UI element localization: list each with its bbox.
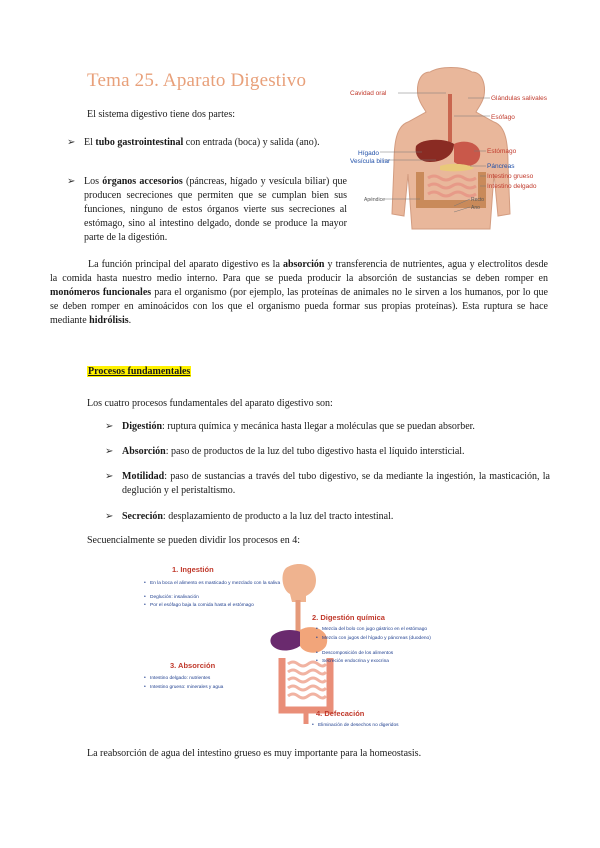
- digestive-processes-figure: [140, 560, 465, 730]
- arrow-bullet-icon: ➢: [67, 137, 76, 148]
- arrow-bullet-icon: ➢: [67, 176, 76, 187]
- step-bullet-dot: •: [316, 650, 318, 656]
- small-intestine-shape: [288, 662, 326, 698]
- arrow-bullet-icon: ➢: [105, 421, 114, 432]
- step-absorcion-item: Intestino grueso: minerales y agua: [150, 685, 224, 690]
- step-absorcion-item: Intestino delgado: nutrientes: [150, 676, 211, 681]
- label-higado: Hígado: [358, 150, 379, 157]
- step-ingestion-title: 1. Ingestión: [172, 565, 214, 574]
- step-digestion-item: Mezcla del bolo con jugo gástrico en el estómago: [322, 627, 428, 632]
- arrow-bullet-icon: ➢: [105, 511, 114, 522]
- bold-hidrolisis: hidrólisis: [89, 315, 129, 326]
- step-digestion-title: 2. Digestión química: [312, 613, 385, 622]
- label-intestino-grueso: Intestino grueso: [487, 173, 534, 180]
- step-bullet-dot: •: [144, 580, 146, 586]
- sequence-intro: Secuencialmente se pueden dividir los procesos en 4:: [87, 535, 300, 546]
- process-desc: : paso de productos de la luz del tubo digestivo hasta el líquido intersticial.: [165, 446, 465, 457]
- process-term: Secreción: [122, 511, 163, 522]
- arrow-bullet-icon: ➢: [105, 471, 114, 482]
- process-item-secrecion: [105, 510, 550, 524]
- step-digestion-item: Descomposición de los alimentos: [322, 651, 394, 656]
- digestive-system-anatomy-figure: [350, 64, 550, 234]
- bold-monomeros: monómeros funcionales: [50, 287, 152, 298]
- process-item-digestion: [105, 420, 550, 434]
- label-recto: Recto: [471, 197, 485, 203]
- step-digestion-item: Mezcla con jugos del hígado y páncreas (duodeno): [322, 636, 431, 641]
- step-ingestion-item: En la boca el alimento es masticado y mezclado con la saliva: [150, 581, 281, 586]
- step-bullet-dot: •: [312, 722, 314, 728]
- bullet-bold-term: tubo gastrointestinal: [95, 137, 184, 148]
- process-item-absorcion: [105, 445, 550, 459]
- section-heading: Procesos fundamentales: [88, 366, 191, 377]
- bullet-tubo: [67, 136, 347, 150]
- label-glandulas-salivales: Glándulas salivales: [491, 95, 548, 102]
- step-bullet-dot: •: [144, 602, 146, 608]
- process-term: Digestión: [122, 421, 162, 432]
- bullet-organos: [67, 175, 347, 245]
- label-cavidad-oral: Cavidad oral: [350, 90, 387, 97]
- step-defecacion-item: Eliminación de desechos no digeridos: [318, 723, 399, 728]
- step-bullet-dot: •: [316, 635, 318, 641]
- process-item-motilidad: [105, 470, 550, 498]
- label-apendice: Apéndice: [364, 197, 385, 203]
- head-shape: [283, 564, 316, 602]
- step-bullet-dot: •: [316, 626, 318, 632]
- label-vesicula-biliar: Vesícula biliar: [350, 158, 391, 165]
- closing-text: La reabsorción de agua del intestino grueso es muy importante para la homeostasis.: [87, 748, 422, 759]
- label-estomago: Estómago: [487, 148, 517, 155]
- step-defecacion-title: 4. Defecación: [316, 709, 365, 718]
- arrow-bullet-icon: ➢: [105, 446, 114, 457]
- processes-lead: Los cuatro procesos fundamentales del aparato digestivo son:: [87, 398, 333, 409]
- process-desc: : ruptura química y mecánica hasta llegar a moléculas que se puedan absorber.: [162, 421, 475, 432]
- intro-text: El sistema digestivo tiene dos partes:: [87, 109, 236, 120]
- step-absorcion-title: 3. Absorción: [170, 661, 216, 670]
- label-ano: Ano: [471, 205, 480, 211]
- page-title: Tema 25. Aparato Digestivo: [87, 70, 307, 91]
- bold-absorcion: absorción: [282, 259, 325, 270]
- bullet-bold-term: órganos accesorios: [102, 176, 183, 187]
- label-intestino-delgado: Intestino delgado: [487, 183, 537, 190]
- step-bullet-dot: •: [144, 675, 146, 681]
- process-desc: : desplazamiento de producto a la luz del tracto intestinal.: [162, 511, 394, 522]
- main-paragraph: La función principal del aparato digestivo es la absorción y transferencia de nutrientes, agua y electrolitos desde la comida hasta nuestro medio interno. Para que se pueda producir la absorción de sustancias se deben romper en monómeros funcionales para el organismo (por ejemplo, las proteínas de animales no le sirven a los humanos, por lo que se deben romper en aminoácidos con los que el organismo pueda formar sus propias proteínas). Esta ruptura se hace mediante hidrólisis.: [50, 259, 548, 326]
- process-term: Absorción: [122, 446, 166, 457]
- step-ingestion-item: Deglución: insalivación: [150, 595, 199, 600]
- step-ingestion-item: Por el esófago baja la comida hasta el estómago: [150, 603, 254, 608]
- label-esofago: Esófago: [491, 114, 515, 121]
- step-bullet-dot: •: [144, 594, 146, 600]
- bullet-text: El tubo gastrointestinal con entrada (boca) y salida (ano).: [84, 137, 320, 148]
- step-digestion-item: Secreción endocrina y exocrina: [322, 659, 389, 664]
- process-term: Motilidad: [122, 471, 165, 482]
- step-bullet-dot: •: [144, 684, 146, 690]
- label-pancreas: Páncreas: [487, 163, 515, 170]
- bullet-text: Los órganos accesorios (páncreas, hígado y vesícula biliar) que producen secreciones que permiten que se cumplan bien sus funciones, ninguno de estos órganos vierte sus secreciones al estómago, sino al intestino delgado, donde se produce la mayor parte de la digestión.: [84, 176, 347, 243]
- step-bullet-dot: •: [316, 658, 318, 664]
- process-desc: : paso de sustancias a través del tubo digestivo, se da mediante la ingestión, la masticación, la deglución y el peristaltismo.: [122, 471, 550, 496]
